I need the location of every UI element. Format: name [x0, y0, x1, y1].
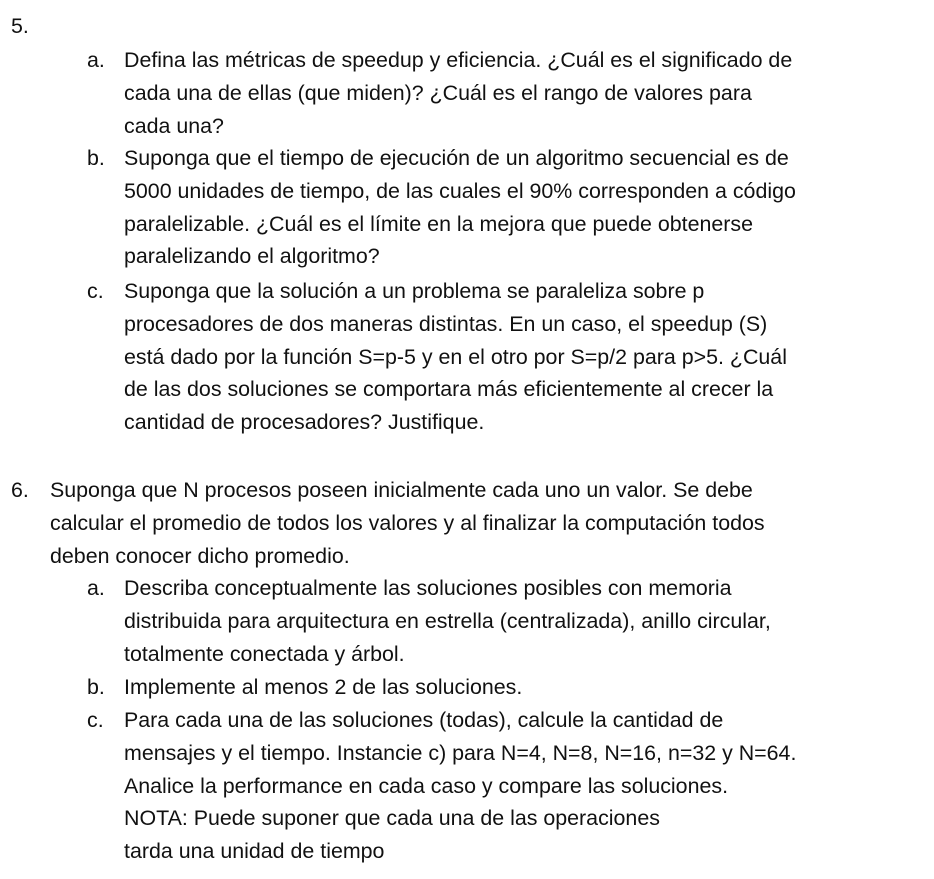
- item-letter: a.: [87, 576, 105, 600]
- text-line: calcular el promedio de todos los valores y al finalizar la computación todos: [50, 510, 765, 535]
- item-text: [124, 572, 924, 670]
- text-line: tarda una unidad de tiempo: [124, 839, 385, 864]
- text-line: cada una de ellas (que miden)? ¿Cuál es el rango de valores para: [124, 80, 752, 105]
- item-text: [124, 142, 924, 273]
- text-line: Para cada una de las soluciones (todas), calcule la cantidad de: [124, 708, 724, 732]
- text-line: cada una?: [124, 113, 224, 138]
- item-letter: a.: [87, 48, 105, 72]
- item-text: [124, 275, 924, 439]
- item-letter: c.: [87, 708, 104, 732]
- text-line: NOTA: Puede suponer que cada una de las operaciones: [124, 806, 660, 831]
- text-line: distribuida para arquitectura en estrella (centralizada), anillo circular,: [124, 608, 771, 633]
- text-line: Implemente al menos 2 de las soluciones.: [124, 675, 523, 699]
- text-line: Describa conceptualmente las soluciones posibles con memoria: [124, 576, 732, 600]
- item-letter: b.: [87, 675, 105, 699]
- text-line: Analice la performance en cada caso y compare las soluciones.: [124, 773, 729, 798]
- item-letter: b.: [87, 146, 105, 170]
- question-number: 5.: [11, 14, 29, 38]
- item-letter: c.: [87, 279, 104, 303]
- text-line: mensajes y el tiempo. Instancie c) para N=4, N=8, N=16, n=32 y N=64.: [124, 740, 797, 765]
- text-line: cantidad de procesadores? Justifique.: [124, 410, 485, 435]
- item-text: [124, 671, 924, 704]
- text-line: Suponga que N procesos poseen inicialmente cada uno un valor. Se debe: [50, 478, 753, 502]
- text-line: paralelizando el algoritmo?: [124, 244, 380, 269]
- text-line: está dado por la función S=p-5 y en el otro por S=p/2 para p>5. ¿Cuál: [124, 344, 787, 369]
- question-intro: [50, 474, 920, 572]
- text-line: 5000 unidades de tiempo, de las cuales el 90% corresponden a código: [124, 178, 796, 203]
- text-line: Defina las métricas de speedup y eficiencia. ¿Cuál es el significado de: [124, 48, 793, 72]
- item-text: [124, 704, 924, 868]
- text-line: de las dos soluciones se comportara más eficientemente al crecer la: [124, 377, 774, 402]
- text-line: Suponga que el tiempo de ejecución de un algoritmo secuencial es de: [124, 146, 789, 170]
- text-line: totalmente conectada y árbol.: [124, 641, 405, 666]
- text-line: deben conocer dicho promedio.: [50, 543, 350, 568]
- item-text: [124, 44, 924, 142]
- text-line: procesadores de dos maneras distintas. En un caso, el speedup (S): [124, 311, 768, 336]
- text-line: Suponga que la solución a un problema se paraleliza sobre p: [124, 279, 705, 303]
- question-number: 6.: [11, 478, 29, 502]
- text-line: paralelizable. ¿Cuál es el límite en la mejora que puede obtenerse: [124, 211, 754, 236]
